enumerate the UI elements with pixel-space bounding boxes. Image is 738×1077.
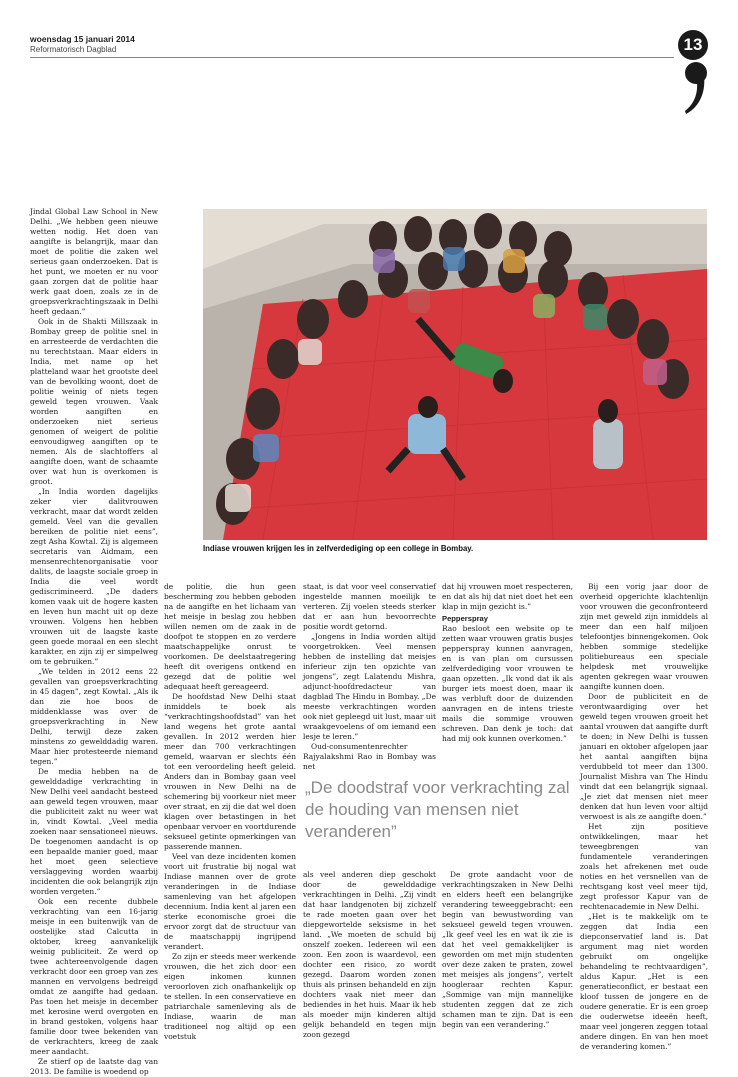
paragraph: De hoofdstad New Delhi staat inmiddels te boek als “verkrachtingshoofdstad” van het land wegens het grote aantal gevallen. In 2012 werden hier meer dan 700 verkrachtingen gemeld, waarvan er slechts één tot een veroordeling heeft geleid. Anders dan in Bombay gaan veel vrouwen in New Delhi na de schemering bij voorkeur niet meer over straat, en zij die dat wel doen klagen over betastingen in het openbaar vervoer en voortdurende seksueel getinte opmerkingen van passerende mannen. — [164, 692, 296, 851]
article-column-3 — [303, 582, 436, 771]
article-column-4 — [442, 582, 573, 768]
paragraph: „In India worden dagelijks zeker vier dalitvrouwen verkracht, maar dat wordt zelden gemeld. Veel van die gevallen bereiken de politie niet eens”, zegt Asha Kowtal. Zij is algemeen secretaris van Aidmam, een mensenrechtenorganisatie voor dalits, de laagste sociale groep in India die veel wordt gediscrimineerd. „De daders komen vaak uit de hogere kasten en leven hun macht uit op deze vrouwen. Volgens hen hebben vrouwen uit de laagste kaste geen goede moraal en een slecht karakter, en zijn zij er simpelweg om te gebruiken.” — [30, 487, 158, 666]
paragraph: Veel van deze incidenten komen voort uit frustratie bij nogal wat Indiase mannen over de grote veranderingen in de Indiase samenleving van het afgelopen decennium. India kent al jaren een sterke economische groei die ervoor zorgt dat de structuur van de maatschappij ingrijpend verandert. — [164, 852, 296, 951]
photo-illustration — [203, 209, 707, 540]
paragraph: De grote aandacht voor de verkrachtingszaken in New Delhi en elders heeft een belangrijke verandering teweeggebracht: een begin van bewustwording van seksueel geweld tegen vrouwen. „Ik geef veel les en wat ik zie is dat het veel gemakkelijker is geworden om met mijn studenten over deze zaken te praten, zowel met meisjes als jongens”, vertelt hoogleraar rechten Kapur. „Sommige van mijn mannelijke studenten zeggen dat ze zich schamen man te zijn. Dat is een begin van een verandering.” — [442, 870, 573, 1029]
paragraph: staat, is dat voor veel conservatief ingestelde mannen moeilijk te verteren. Zij voelen steeds sterker dat er aan hun bevoorrechte positie wordt getornd. — [303, 582, 436, 631]
paragraph: Jindal Global Law School in New Delhi. „We hebben geen nieuwe wetten nodig. Het doen van aangifte is belangrijk, maar dan moet de politie die zaken wel serieus gaan onderzoeken. Dat is het punt, we moeten er nu voor gaan zorgen dat de politie haar werk gaat doen, zoals ze in de groepsverkrachtingszaak in Delhi heeft gedaan.” — [30, 207, 158, 316]
paragraph: Ook een recente dubbele verkrachting van een 16-jarig meisje in een buitenwijk van de oostelijke stad Calcutta in oktober, kreeg aanvankelijk weinig publiciteit. Ze werd op twee achtereenvolgende dagen verkracht door een groep van zes mannen en vervolgens bedreigd omdat ze aangifte had gedaan. Pas toen het meisje in december met kerosine werd overgoten en in brand gestoken, volgens haar familie door twee bekenden van de verkrachters, kreeg de zaak meer aandacht. — [30, 897, 158, 1056]
article-column-2 — [164, 582, 296, 1041]
self-defense-class-photo — [203, 209, 707, 540]
paragraph: als veel anderen diep geschokt door de gewelddadige verkrachtingen in Delhi. „Zij vindt dat haar landgenoten bij zichzelf te rade moeten gaan over het diepgewortelde seksisme in het land. „We moeten de schuld bij onszelf zoeken. Iedereen wil een zoon. Een zoon is waardevol, een dochter een risico, zo wordt gezegd. Daarom worden zonen thuis als prinsen behandeld en zijn dochters vaak niet meer dan bediendes in het huis. Maar ik heb als moeder mijn kinderen altijd gelijk behandeld en tegen mijn zoon gezegd — [303, 870, 436, 1039]
paragraph: Door de publiciteit en de verontwaardiging over het geweld tegen vrouwen groeit het aantal vrouwen dat aangifte durft te doen; in New Delhi is tussen januari en oktober afgelopen jaar het aantal aangiften bijna verdubbeld tot meer dan 1300. Journalist Mishra van The Hindu vindt dat een belangrijk signaal. „Je ziet dat mensen niet meer denken dat hun leven voor altijd verwoest is als ze aangifte doen.” — [580, 692, 708, 821]
newspaper-name: Reformatorisch Dagblad — [30, 45, 117, 54]
subheading: Pepperspray — [442, 614, 489, 623]
paragraph: Ook in de Shakti Millszaak in Bombay greep de politie snel in en arresteerde de verdachten die nu terechtstaan. Maar elders in India, met name op het platteland waar het grootste deel van de bevolking woont, doet de politie weinig of niets tegen geweld tegen vrouwen. Vaak worden aangiften en onderzoeken niet serieus genomen of weigert de politie eenvoudigweg aangiften op te nemen. Als de slachtoffers al aangifte doen, want de schaamte over wat hun is overkomen is groot. — [30, 317, 158, 486]
issue-date: woensdag 15 januari 2014 — [30, 34, 135, 44]
paragraph: Rao besloot een website op te zetten waar vrouwen gratis busjes pepperspray kunnen aanvragen, en is van plan om cursussen zelfverdediging voor vrouwen te gaan opzetten. „Ik vond dat ik als burger iets moest doen, maar ik was verbluft door de duizenden aanvragen en de intens trieste mails die sommige vrouwen schreven. Dan denk je toch: dat had mij ook kunnen overkomen.” — [442, 624, 573, 743]
paragraph: „We telden in 2012 eens 22 gevallen van groepsverkrachting in 45 dagen”, zegt Kowtal. „Als ik dan zie hoe boos de middenklasse was over de groepsverkrachting in New Delhi, terwijl deze zaken minstens zo gewelddadig waren. Maar hier protesteerde niemand tegen.” — [30, 667, 158, 766]
paragraph: dat hij vrouwen moet respecteren, en dat als hij dat niet doet het een klap in mijn gezicht is.” — [442, 582, 573, 611]
paragraph: Bij een vorig jaar door de overheid opgerichte klachtenlijn voor vrouwen die geconfronteerd zijn met geweld zijn inmiddels al meer dan een half miljoen telefoontjes binnengekomen. Ook hebben sommige stedelijke politiebureaus een speciale helpdesk met vrouwelijke agenten gekregen waar vrouwen aangifte kunnen doen. — [580, 582, 708, 691]
article-column-3-lower — [303, 870, 436, 1039]
paragraph: „Het is te makkelijk om te zeggen dat India een diepconservatief land is. Dat argument mag niet worden gebruikt om ongelijke behandeling te rechtvaardigen”, aldus Kapur. „Het is een generatieconflict, er bestaat een kloof tussen de jongere en de oudere generatie. Er is een groep die ouderwetse ideeën heeft, maar veel jongeren zeggen totaal andere dingen. En van hen moet de verandering komen.” — [580, 912, 708, 1051]
article-column-5 — [580, 582, 708, 1051]
article-column-4-lower — [442, 870, 573, 1032]
article-column-1 — [30, 207, 158, 1076]
paragraph: de politie, die hun geen bescherming zou hebben geboden na de aangifte en het lichaam van het meisje in beslag zou hebben willen nemen om de zaak in de doofpot te stoppen en zo verdere maatschappelijke onrust te voorkomen. De deelstaatregering heeft dit overigens ontkend en gezegd dat de politie wel adequaat heeft gereageerd. — [164, 582, 296, 691]
header-rule — [30, 57, 674, 58]
paragraph: „Jongens in India worden altijd voorgetrokken. Veel mensen hebben de instelling dat meisjes inferieur zijn ten opzichte van jongens”, zegt Lalatendu Mishra, adjunct-hoofdredacteur van dagblad The Hindu in Bombay. „De meeste verkrachtingen worden ook niet gepleegd uit lust, maar uit wraakgevoelens of om iemand een lesje te leren.” — [303, 632, 436, 741]
paragraph: Ze stierf op de laatste dag van 2013. De familie is woedend op — [30, 1057, 158, 1076]
comma-icon — [682, 60, 710, 116]
photo-caption: Indiase vrouwen krijgen les in zelfverdediging op een college in Bombay. — [203, 544, 474, 553]
paragraph: Zo zijn er steeds meer werkende vrouwen, die het zich door een eigen inkomen kunnen veroorloven zich onafhankelijk op te stellen. In een conservatieve en patriarchale samenleving als de Indiase, waarin de man traditioneel nog altijd op een voetstuk — [164, 952, 296, 1041]
paragraph: Oud-consumentenrechter Rajyalakshmi Rao in Bombay was net — [303, 742, 436, 771]
pull-quote: „De doodstraf voor verkrachting zal de houding van mensen niet veranderen” — [305, 778, 570, 841]
page-number: 13 — [678, 30, 708, 60]
paragraph: Het zijn positieve ontwikkelingen, maar het teweegbrengen van fundamentele veranderingen zoals het afrekenen met oude noties en het versnellen van de rechtsgang kost veel meer tijd, zegt professor Kapur van de rechtenacademie in New Delhi. — [580, 822, 708, 911]
paragraph: De media hebben na de gewelddadige verkrachting in New Delhi veel aandacht besteed aan geweld tegen vrouwen, maar die publiciteit zakt nu weer wat in, vindt Kowtal. „Veel media zoeken naar sensationeel nieuws. De toegenomen aandacht is op een bepaalde manier goed, maar het moet geen selectieve verslaggeving worden waarbij incidenten die ook belangrijk zijn worden vergeten.” — [30, 767, 158, 896]
